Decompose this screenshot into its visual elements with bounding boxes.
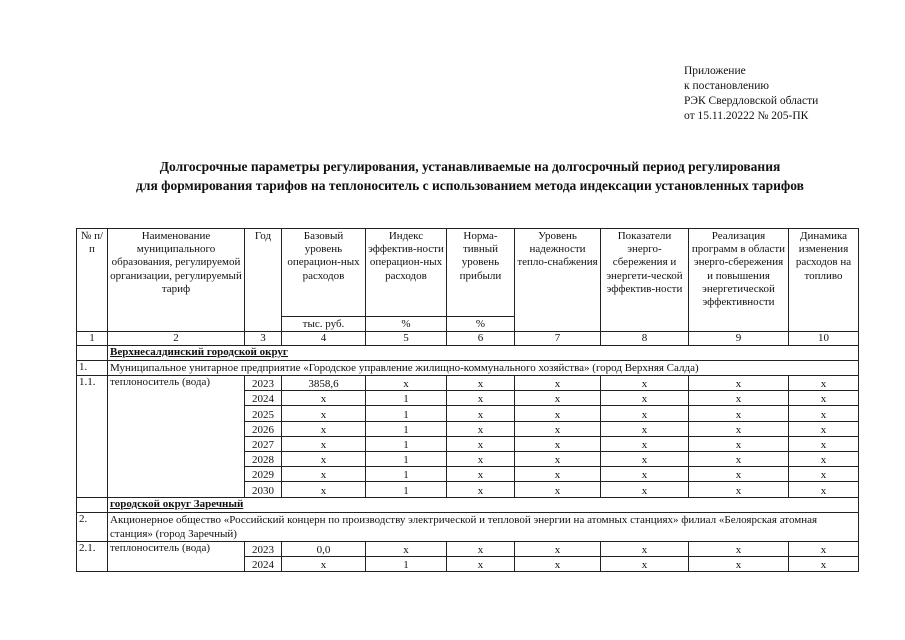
annex-line-3: РЭК Свердловской области [684, 95, 819, 107]
document-title-line-1: Долгосрочные параметры регулирования, устанавливаемые на долгосрочный период регулирования [159, 159, 781, 174]
fuel-dynamics-cell: х [789, 406, 859, 421]
energy-saving-cell: х [601, 451, 689, 466]
fuel-dynamics-cell: х [789, 421, 859, 436]
header-base: Базовый уровень операцион-ных расходов [282, 229, 366, 317]
reliability-cell: х [515, 556, 601, 571]
program-cell: х [689, 391, 789, 406]
year-row [77, 376, 859, 391]
reliability-cell: х [515, 482, 601, 497]
program-cell: х [689, 421, 789, 436]
program-cell: х [689, 467, 789, 482]
tariff-num: 2.1. [77, 541, 108, 571]
header-index: Индекс эффектив-ности операцион-ных расходов [366, 229, 447, 317]
annex-line-4: от 15.11.20222 № 205-ПК [684, 110, 809, 122]
unit-base: тыс. руб. [282, 317, 366, 332]
energy-saving-cell: х [601, 482, 689, 497]
energy-saving-cell: х [601, 556, 689, 571]
base-cost-cell: х [282, 556, 366, 571]
program-cell: х [689, 451, 789, 466]
efficiency-index-cell: х [366, 541, 447, 556]
reliability-cell: х [515, 541, 601, 556]
efficiency-index-cell: 1 [366, 406, 447, 421]
header-num: № п/п [77, 229, 108, 332]
header-energy: Показатели энерго-сбережения и энергети-ческой эффектив-ности [601, 229, 689, 332]
annex-note [684, 64, 818, 124]
efficiency-index-cell: 1 [366, 556, 447, 571]
program-cell: х [689, 556, 789, 571]
column-number: 6 [447, 332, 515, 346]
organization-row [77, 512, 859, 541]
profit-level-cell: х [447, 436, 515, 451]
energy-saving-cell: х [601, 391, 689, 406]
annex-line-2: к постановлению [684, 80, 769, 92]
energy-saving-cell: х [601, 541, 689, 556]
base-cost-cell: х [282, 421, 366, 436]
efficiency-index-cell: 1 [366, 451, 447, 466]
header-row [77, 229, 859, 317]
district-name: городской округ Заречный [108, 497, 859, 512]
base-cost-cell: х [282, 482, 366, 497]
profit-level-cell: х [447, 467, 515, 482]
fuel-dynamics-cell: х [789, 451, 859, 466]
column-number-row [77, 332, 859, 346]
year-cell: 2030 [245, 482, 282, 497]
profit-level-cell: х [447, 556, 515, 571]
organization-row [77, 361, 859, 376]
column-number: 2 [108, 332, 245, 346]
column-number: 7 [515, 332, 601, 346]
district-row [77, 346, 859, 361]
header-reliability: Уровень надежности тепло-снабжения [515, 229, 601, 332]
profit-level-cell: х [447, 451, 515, 466]
fuel-dynamics-cell: х [789, 467, 859, 482]
base-cost-cell: х [282, 391, 366, 406]
column-number: 5 [366, 332, 447, 346]
profit-level-cell: х [447, 482, 515, 497]
efficiency-index-cell: 1 [366, 436, 447, 451]
program-cell: х [689, 541, 789, 556]
efficiency-index-cell: 1 [366, 467, 447, 482]
column-number: 8 [601, 332, 689, 346]
energy-saving-cell: х [601, 376, 689, 391]
organization-name: Акционерное общество «Российский концерн по производству электрической и тепловой энергии на атомных станциях» филиал «Белоярская атомная станция» (город Заречный) [108, 512, 859, 541]
energy-saving-cell: х [601, 421, 689, 436]
profit-level-cell: х [447, 376, 515, 391]
header-profit: Норма-тивный уровень прибыли [447, 229, 515, 317]
reliability-cell: х [515, 376, 601, 391]
efficiency-index-cell: 1 [366, 391, 447, 406]
year-cell: 2023 [245, 541, 282, 556]
profit-level-cell: х [447, 541, 515, 556]
fuel-dynamics-cell: х [789, 436, 859, 451]
column-number: 4 [282, 332, 366, 346]
profit-level-cell: х [447, 391, 515, 406]
base-cost-cell: х [282, 451, 366, 466]
year-cell: 2027 [245, 436, 282, 451]
year-cell: 2024 [245, 556, 282, 571]
year-cell: 2023 [245, 376, 282, 391]
reliability-cell: х [515, 391, 601, 406]
reliability-cell: х [515, 436, 601, 451]
header-year: Год [245, 229, 282, 332]
unit-index: % [366, 317, 447, 332]
reliability-cell: х [515, 421, 601, 436]
year-cell: 2028 [245, 451, 282, 466]
unit-profit: % [447, 317, 515, 332]
organization-num: 2. [77, 512, 108, 541]
energy-saving-cell: х [601, 467, 689, 482]
column-number: 9 [689, 332, 789, 346]
document-title-line-2: для формирования тарифов на теплоноситель с использованием метода индексации установленных тарифов [136, 178, 804, 193]
efficiency-index-cell: 1 [366, 482, 447, 497]
base-cost-cell: х [282, 406, 366, 421]
column-number: 1 [77, 332, 108, 346]
reliability-cell: х [515, 406, 601, 421]
district-name: Верхнесалдинский городской округ [108, 346, 859, 361]
year-cell: 2025 [245, 406, 282, 421]
fuel-dynamics-cell: х [789, 391, 859, 406]
organization-name: Муниципальное унитарное предприятие «Городское управление жилищно-коммунального хозяйства» (город Верхняя Салда) [108, 361, 859, 376]
fuel-dynamics-cell: х [789, 556, 859, 571]
profit-level-cell: х [447, 421, 515, 436]
district-num-cell [77, 497, 108, 512]
fuel-dynamics-cell: х [789, 541, 859, 556]
energy-saving-cell: х [601, 406, 689, 421]
year-cell: 2029 [245, 467, 282, 482]
district-num-cell [77, 346, 108, 361]
program-cell: х [689, 482, 789, 497]
efficiency-index-cell: х [366, 376, 447, 391]
program-cell: х [689, 436, 789, 451]
base-cost-cell: 3858,6 [282, 376, 366, 391]
district-row [77, 497, 859, 512]
reliability-cell: х [515, 467, 601, 482]
header-name: Наименование муниципального образования, регулируемой организации, регулируемый тариф [108, 229, 245, 332]
fuel-dynamics-cell: х [789, 482, 859, 497]
parameters-table [76, 228, 859, 572]
column-number: 3 [245, 332, 282, 346]
header-fuel: Динамика изменения расходов на топливо [789, 229, 859, 332]
fuel-dynamics-cell: х [789, 376, 859, 391]
year-row [77, 541, 859, 556]
program-cell: х [689, 406, 789, 421]
base-cost-cell: х [282, 436, 366, 451]
base-cost-cell: х [282, 467, 366, 482]
tariff-num: 1.1. [77, 376, 108, 498]
reliability-cell: х [515, 451, 601, 466]
year-cell: 2026 [245, 421, 282, 436]
organization-num: 1. [77, 361, 108, 376]
base-cost-cell: 0,0 [282, 541, 366, 556]
tariff-name: теплоноситель (вода) [108, 541, 245, 571]
header-programs: Реализация программ в области энерго-сбережения и повышения энергетической эффективности [689, 229, 789, 332]
energy-saving-cell: х [601, 436, 689, 451]
column-number: 10 [789, 332, 859, 346]
year-cell: 2024 [245, 391, 282, 406]
efficiency-index-cell: 1 [366, 421, 447, 436]
tariff-name: теплоноситель (вода) [108, 376, 245, 498]
program-cell: х [689, 376, 789, 391]
profit-level-cell: х [447, 406, 515, 421]
annex-line-1: Приложение [684, 65, 746, 77]
